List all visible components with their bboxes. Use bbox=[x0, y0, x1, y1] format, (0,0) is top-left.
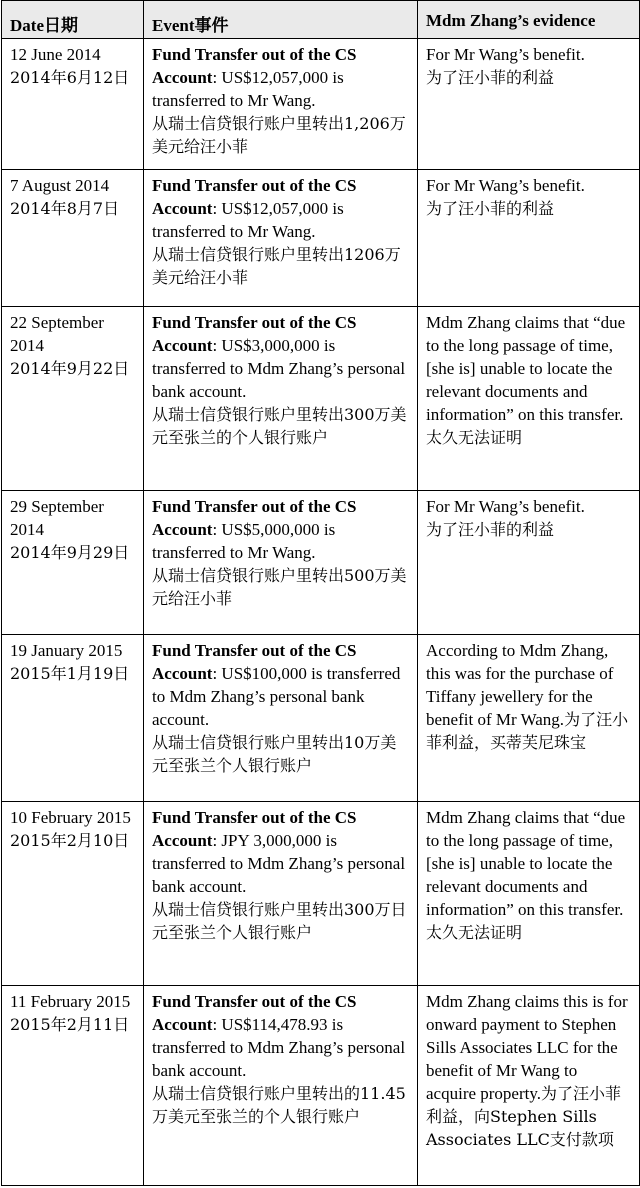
event-chinese: 从瑞士信贷银行账户里转出1,206万美元给汪小菲 bbox=[152, 114, 406, 156]
event-body: : US$5,000,000 is transferred to Mr Wang. bbox=[152, 520, 336, 562]
date-english: 7 August 2014 bbox=[10, 176, 110, 195]
date-english: 10 February 2015 bbox=[10, 808, 131, 827]
event-body: : JPY 3,000,000 is transferred to Mdm Zhang’s personal bank account. bbox=[152, 831, 406, 896]
evidence-cell bbox=[418, 635, 640, 802]
date-chinese: 2014年9月22日 bbox=[10, 359, 130, 378]
date-chinese: 2015年2月11日 bbox=[10, 1015, 130, 1034]
event-chinese: 从瑞士信贷银行账户里转出300万日元至张兰个人银行账户 bbox=[152, 900, 407, 942]
event-title: Fund Transfer out of the CS Account bbox=[152, 808, 357, 850]
event-chinese: 从瑞士信贷银行账户里转出500万美元给汪小菲 bbox=[152, 566, 407, 608]
evidence-english: For Mr Wang’s benefit. bbox=[426, 45, 585, 64]
event-chinese: 从瑞士信贷银行账户里转出1206万美元给汪小菲 bbox=[152, 245, 401, 287]
evidence-english: Mdm Zhang claims this is for onward payment to Stephen Sills Associates LLC for the benefit of Mr Wang to acquire property. bbox=[426, 992, 628, 1103]
evidence-chinese: 为了汪小菲的利益 bbox=[426, 199, 555, 218]
evidence-cell bbox=[418, 491, 640, 635]
event-body: : US$114,478.93 is transferred to Mdm Zhang’s personal bank account. bbox=[152, 1015, 406, 1080]
date-chinese: 2015年2月10日 bbox=[10, 831, 130, 850]
evidence-cell bbox=[418, 39, 640, 170]
event-title: Fund Transfer out of the CS Account bbox=[152, 992, 357, 1034]
evidence-chinese: 为了汪小菲的利益 bbox=[426, 520, 555, 539]
event-title: Fund Transfer out of the CS Account bbox=[152, 176, 357, 218]
date-english: 22 September 2014 bbox=[10, 313, 104, 355]
date-cell bbox=[2, 170, 144, 307]
table-row bbox=[2, 986, 640, 1186]
evidence-english: According to Mdm Zhang, this was for the purchase of Tiffany jewellery for the benefit of Mr Wang. bbox=[426, 641, 614, 729]
evidence-chinese: 为了汪小菲利益，买蒂芙尼珠宝 bbox=[426, 710, 629, 752]
event-cell bbox=[144, 635, 418, 802]
event-chinese: 从瑞士信贷银行账户里转出300万美元至张兰的个人银行账户 bbox=[152, 405, 407, 447]
header-event: Event事件 bbox=[144, 1, 418, 39]
event-cell bbox=[144, 986, 418, 1186]
date-chinese: 2014年6月12日 bbox=[10, 68, 130, 87]
evidence-english: For Mr Wang’s benefit. bbox=[426, 176, 585, 195]
evidence-cell bbox=[418, 802, 640, 986]
event-title: Fund Transfer out of the CS Account bbox=[152, 641, 357, 683]
date-chinese: 2015年1月19日 bbox=[10, 664, 130, 683]
date-english: 12 June 2014 bbox=[10, 45, 101, 64]
event-body: : US$100,000 is transferred to Mdm Zhang’s personal bank account. bbox=[152, 664, 401, 729]
event-title: Fund Transfer out of the CS Account bbox=[152, 45, 357, 87]
event-cell bbox=[144, 802, 418, 986]
date-chinese: 2014年9月29日 bbox=[10, 543, 130, 562]
table-row bbox=[2, 307, 640, 491]
table-row bbox=[2, 170, 640, 307]
date-english: 11 February 2015 bbox=[10, 992, 131, 1011]
date-cell bbox=[2, 307, 144, 491]
evidence-english: For Mr Wang’s benefit. bbox=[426, 497, 585, 516]
table-row bbox=[2, 491, 640, 635]
event-body: : US$12,057,000 is transferred to Mr Wang. bbox=[152, 199, 344, 241]
event-cell bbox=[144, 39, 418, 170]
header-date: Date日期 bbox=[2, 1, 144, 39]
table-row bbox=[2, 39, 640, 170]
event-body: : US$3,000,000 is transferred to Mdm Zhang’s personal bank account. bbox=[152, 336, 406, 401]
date-cell bbox=[2, 491, 144, 635]
header-evidence: Mdm Zhang’s evidence bbox=[418, 1, 640, 39]
date-cell bbox=[2, 39, 144, 170]
date-english: 29 September 2014 bbox=[10, 497, 104, 539]
evidence-chinese: 太久无法证明 bbox=[426, 923, 523, 942]
table-row bbox=[2, 635, 640, 802]
evidence-english: Mdm Zhang claims that “due to the long passage of time, [she is] unable to locate the relevant documents and information” on this transfer. bbox=[426, 313, 626, 424]
evidence-cell bbox=[418, 307, 640, 491]
evidence-english: Mdm Zhang claims that “due to the long passage of time, [she is] unable to locate the relevant documents and information” on this transfer. bbox=[426, 808, 626, 919]
date-english: 19 January 2015 bbox=[10, 641, 123, 660]
event-cell bbox=[144, 170, 418, 307]
date-chinese: 2014年8月7日 bbox=[10, 199, 120, 218]
event-body: : US$12,057,000 is transferred to Mr Wang. bbox=[152, 68, 344, 110]
table-row bbox=[2, 802, 640, 986]
evidence-cell bbox=[418, 986, 640, 1186]
date-cell bbox=[2, 635, 144, 802]
evidence-chinese: 太久无法证明 bbox=[426, 428, 523, 447]
event-cell bbox=[144, 307, 418, 491]
event-cell bbox=[144, 491, 418, 635]
event-chinese: 从瑞士信贷银行账户里转出的11.45万美元至张兰的个人银行账户 bbox=[152, 1084, 406, 1126]
evidence-chinese: 为了汪小菲利益，向Stephen Sills Associates LLC支付款项 bbox=[426, 1084, 622, 1149]
evidence-chinese: 为了汪小菲的利益 bbox=[426, 68, 555, 87]
event-chinese: 从瑞士信贷银行账户里转出10万美元至张兰个人银行账户 bbox=[152, 733, 397, 775]
evidence-table bbox=[1, 0, 640, 1186]
date-cell bbox=[2, 986, 144, 1186]
date-cell bbox=[2, 802, 144, 986]
event-title: Fund Transfer out of the CS Account bbox=[152, 497, 357, 539]
event-title: Fund Transfer out of the CS Account bbox=[152, 313, 357, 355]
table-header-row bbox=[2, 1, 640, 39]
evidence-cell bbox=[418, 170, 640, 307]
